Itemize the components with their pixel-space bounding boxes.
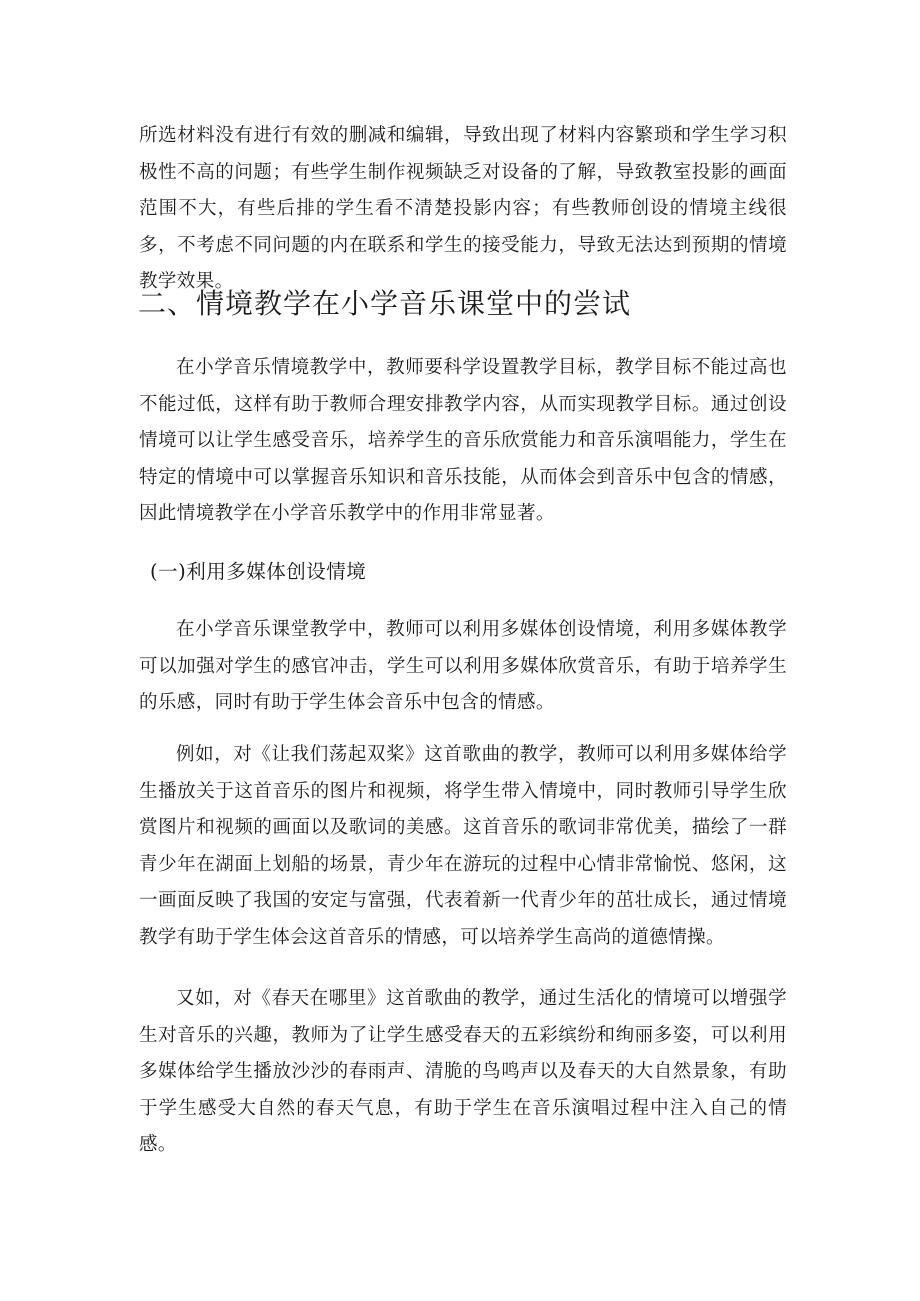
- paragraph-example-1: 例如，对《让我们荡起双桨》这首歌曲的教学，教师可以利用多媒体给学生播放关于这首音乐的图片和视频，将学生带入情境中，同时教师引导学生欣赏图片和视频的画面以及歌词的美感。这首音乐的歌词非常优美，描绘了一群青少年在湖面上划船的场景，青少年在游玩的过程中心情非常愉悦、悠闲，这一画面反映了我国的安定与富强，代表着新一代青少年的茁壮成长，通过情境教学有助于学生体会这首音乐的情感，可以培养学生高尚的道德情操。: [139, 744, 787, 948]
- section-intro-paragraph: 在小学音乐情境教学中，教师要科学设置教学目标，教学目标不能过高也不能过低，这样有助于教师合理安排教学内容，从而实现教学目标。通过创设情境可以让学生感受音乐，培养学生的音乐欣赏能力和音乐演唱能力，学生在特定的情境中可以掌握音乐知识和音乐技能，从而体会到音乐中包含的情感，因此情境教学在小学音乐教学中的作用非常显著。: [139, 357, 787, 524]
- subsection-heading: (一)利用多媒体创设情境: [150, 560, 367, 583]
- paragraph-multimedia: 在小学音乐课堂教学中，教师可以利用多媒体创设情境，利用多媒体教学可以加强对学生的感官冲击，学生可以利用多媒体欣赏音乐，有助于培养学生的乐感，同时有助于学生体会音乐中包含的情感。: [139, 619, 787, 713]
- section-heading: 二、情境教学在小学音乐课堂中的尝试: [138, 287, 632, 320]
- paragraph-example-2: 又如，对《春天在哪里》这首歌曲的教学，通过生活化的情境可以增强学生对音乐的兴趣，教师为了让学生感受春天的五彩缤纷和绚丽多姿，可以利用多媒体给学生播放沙沙的春雨声、清脆的鸟鸣声以及春天的大自然景象，有助于学生感受大自然的春天气息，有助于学生在音乐演唱过程中注入自己的情感。: [139, 988, 787, 1155]
- paragraph-continuation: 所选材料没有进行有效的删减和编辑，导致出现了材料内容繁琐和学生学习积极性不高的问题；有些学生制作视频缺乏对设备的了解，导致教室投影的画面范围不大，有些后排的学生看不清楚投影内容；有些教师创设的情境主线很多，不考虑不同问题的内在联系和学生的接受能力，导致无法达到预期的情境教学效果。: [139, 125, 787, 292]
